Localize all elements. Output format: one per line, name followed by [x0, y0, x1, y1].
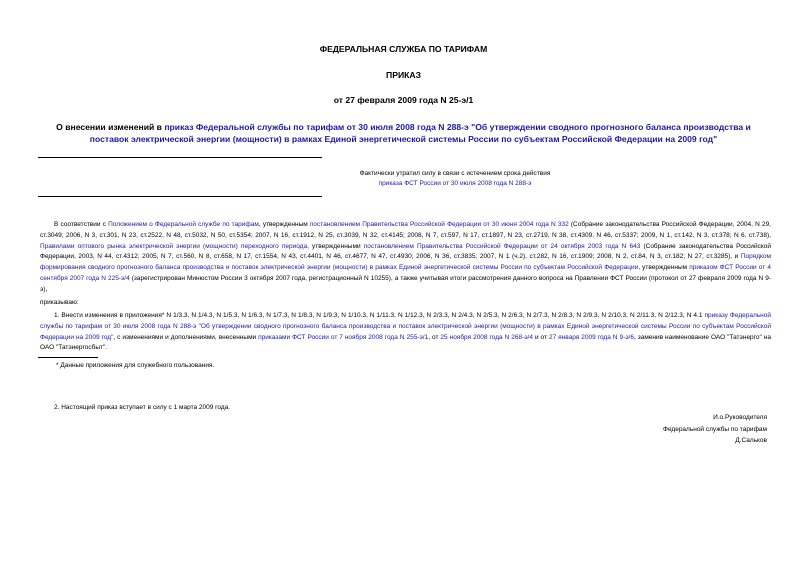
- divider-bottom: [38, 196, 322, 197]
- text: , с изменениями и дополнениями, внесенными: [113, 333, 259, 341]
- lost-force-link[interactable]: приказа ФСТ России от 30 июля 2008 года N 288-э: [378, 180, 532, 187]
- document-title: [40, 121, 767, 145]
- text: (Собрание законодательства Российской Федерации, 2004, N 29, ст.3049; 2006, N 3, ст.301, N 23, ст.2522, N 48, ст.5032, N 50, ст.5354; 2007, N 16, ст.1912, N 25, ст.3039, N 32, ст.4145; 2008, N 7, ст.597, N 17, ст.1897, N 23, ст.2719, N 38, ст.4309, N 46, ст.5337; 2009, N 1, ст.142, N 3, ст.378; N 6, ст.738),: [40, 221, 771, 239]
- link-procedure[interactable]: Порядком формирования сводного прогнозного баланса производства и поставок электрической энергии (мощности) в рамках Единой энергетической системы России по субъектам Российской Федерации: [40, 253, 771, 272]
- link-order-9[interactable]: 27 января 2009 года N 9-э/6: [548, 333, 634, 341]
- link-regulation[interactable]: Положением о Федеральной службе по тарифам: [108, 221, 259, 228]
- text: , утвержденными: [307, 242, 364, 250]
- link-resolution-643[interactable]: постановлением Правительства Российской Федерации от 24 октября 2003 года N 643: [363, 242, 641, 250]
- text: , заменив наименование ОАО "Татэнерго" на ОАО "Татэнергосбыт".: [40, 333, 771, 352]
- signature-block: [567, 412, 767, 447]
- footnote-divider: [38, 357, 98, 358]
- preamble-paragraph: [40, 220, 771, 296]
- signer-position: И.о.Руководителя: [713, 414, 767, 421]
- link-order-225[interactable]: приказом ФСТ России от 4 сентября 2007 года N 225-э/4: [40, 264, 771, 282]
- text: , утвержденным: [638, 264, 690, 272]
- footnote: * Данные приложения для служебного пользования.: [56, 362, 215, 369]
- text: , утвержденным: [258, 221, 310, 228]
- text: В соответствии с: [54, 221, 109, 228]
- text: , от: [428, 333, 441, 341]
- link-order-288[interactable]: приказу Федеральной службы по тарифам от 30 июля 2008 года N 288-э "Об утверждении сводного прогнозного баланса производства и поставок электрической энергии (мощности) в рамках Единой энергетической системы России по субъектам Российской Федерации на 2009 год": [40, 312, 771, 341]
- signer-organization: Федеральной службы по тарифам: [663, 425, 767, 433]
- clause-1: [40, 311, 771, 354]
- orders-label: приказываю:: [40, 299, 79, 306]
- text: и от: [532, 333, 549, 341]
- clause-2: 2. Настоящий приказ вступает в силу с 1 марта 2009 года.: [54, 404, 231, 411]
- document-date: от 27 февраля 2009 года N 25-э/1: [333, 95, 474, 105]
- text: (зарегистрирован Минюстом России 3 октября 2007 года, регистрационный N 10255), а также учитывая итоги рассмотрения данного вопроса на Правлении ФСТ России (протокол от 27 февраля 2009 года N 9-э),: [40, 274, 772, 293]
- text: 1. Внести изменения в приложения* N 1/3.3, N 1/4.3, N 1/5.3, N 1/6.3, N 1/7.3, N 1/8.3, N 1/9.3, N 1/10.3, N 1/11.3, N 1/12.3, N 2/3.3, N 2/4.3, N 2/5.3, N 2/6.3, N 2/7.3, N 2/8.3, N 2/9.3, N 2/10.3, N 2/11.3, N 2/12.3, N 4.1: [54, 312, 705, 319]
- signer-name: Д.Сальков: [735, 437, 767, 444]
- link-market-rules[interactable]: Правилами оптового рынка электрической энергии (мощности) переходного периода: [40, 242, 308, 250]
- link-order-268[interactable]: 25 ноября 2008 года N 268-э/4: [440, 333, 533, 341]
- link-resolution-332[interactable]: постановлением Правительства Российской Федерации от 30 июня 2004 года N 332: [309, 221, 569, 228]
- link-order-255[interactable]: приказами ФСТ России от 7 ноября 2008 года N 255-э/1: [258, 333, 429, 341]
- title-link[interactable]: приказ Федеральной службы по тарифам от 30 июля 2008 года N 288-э "Об утверждении сводного прогнозного баланса производства и поставок электрической энергии (мощности) в рамках Единой энергетической системы России по субъектам Российской Федерации на 2009 год": [89, 122, 751, 144]
- document-type: ПРИКАЗ: [386, 70, 421, 80]
- lost-force-note: [300, 169, 610, 189]
- agency-name: ФЕДЕРАЛЬНАЯ СЛУЖБА ПО ТАРИФАМ: [319, 44, 488, 54]
- divider-top: [38, 157, 322, 158]
- text: (Собрание законодательства Российской Федерации, 2003, N 44, ст.4312; 2005, N 7, ст.560, N 8, ст.658, N 17, ст.1554, N 43, ст.4401, N 46, ст.4677, N 47, ст.4930; 2006, N 36, ст.3835; 2007, N 1 (ч.2), ст.282, N 16, ст.1909; 2008, N 2, ст.84, N 3, ст.182; N 27, ст.3285), и: [40, 242, 771, 261]
- lost-force-line1: Фактически утратил силу в связи с истечением срока действия: [359, 170, 551, 177]
- title-prefix: О внесении изменений в: [56, 122, 165, 132]
